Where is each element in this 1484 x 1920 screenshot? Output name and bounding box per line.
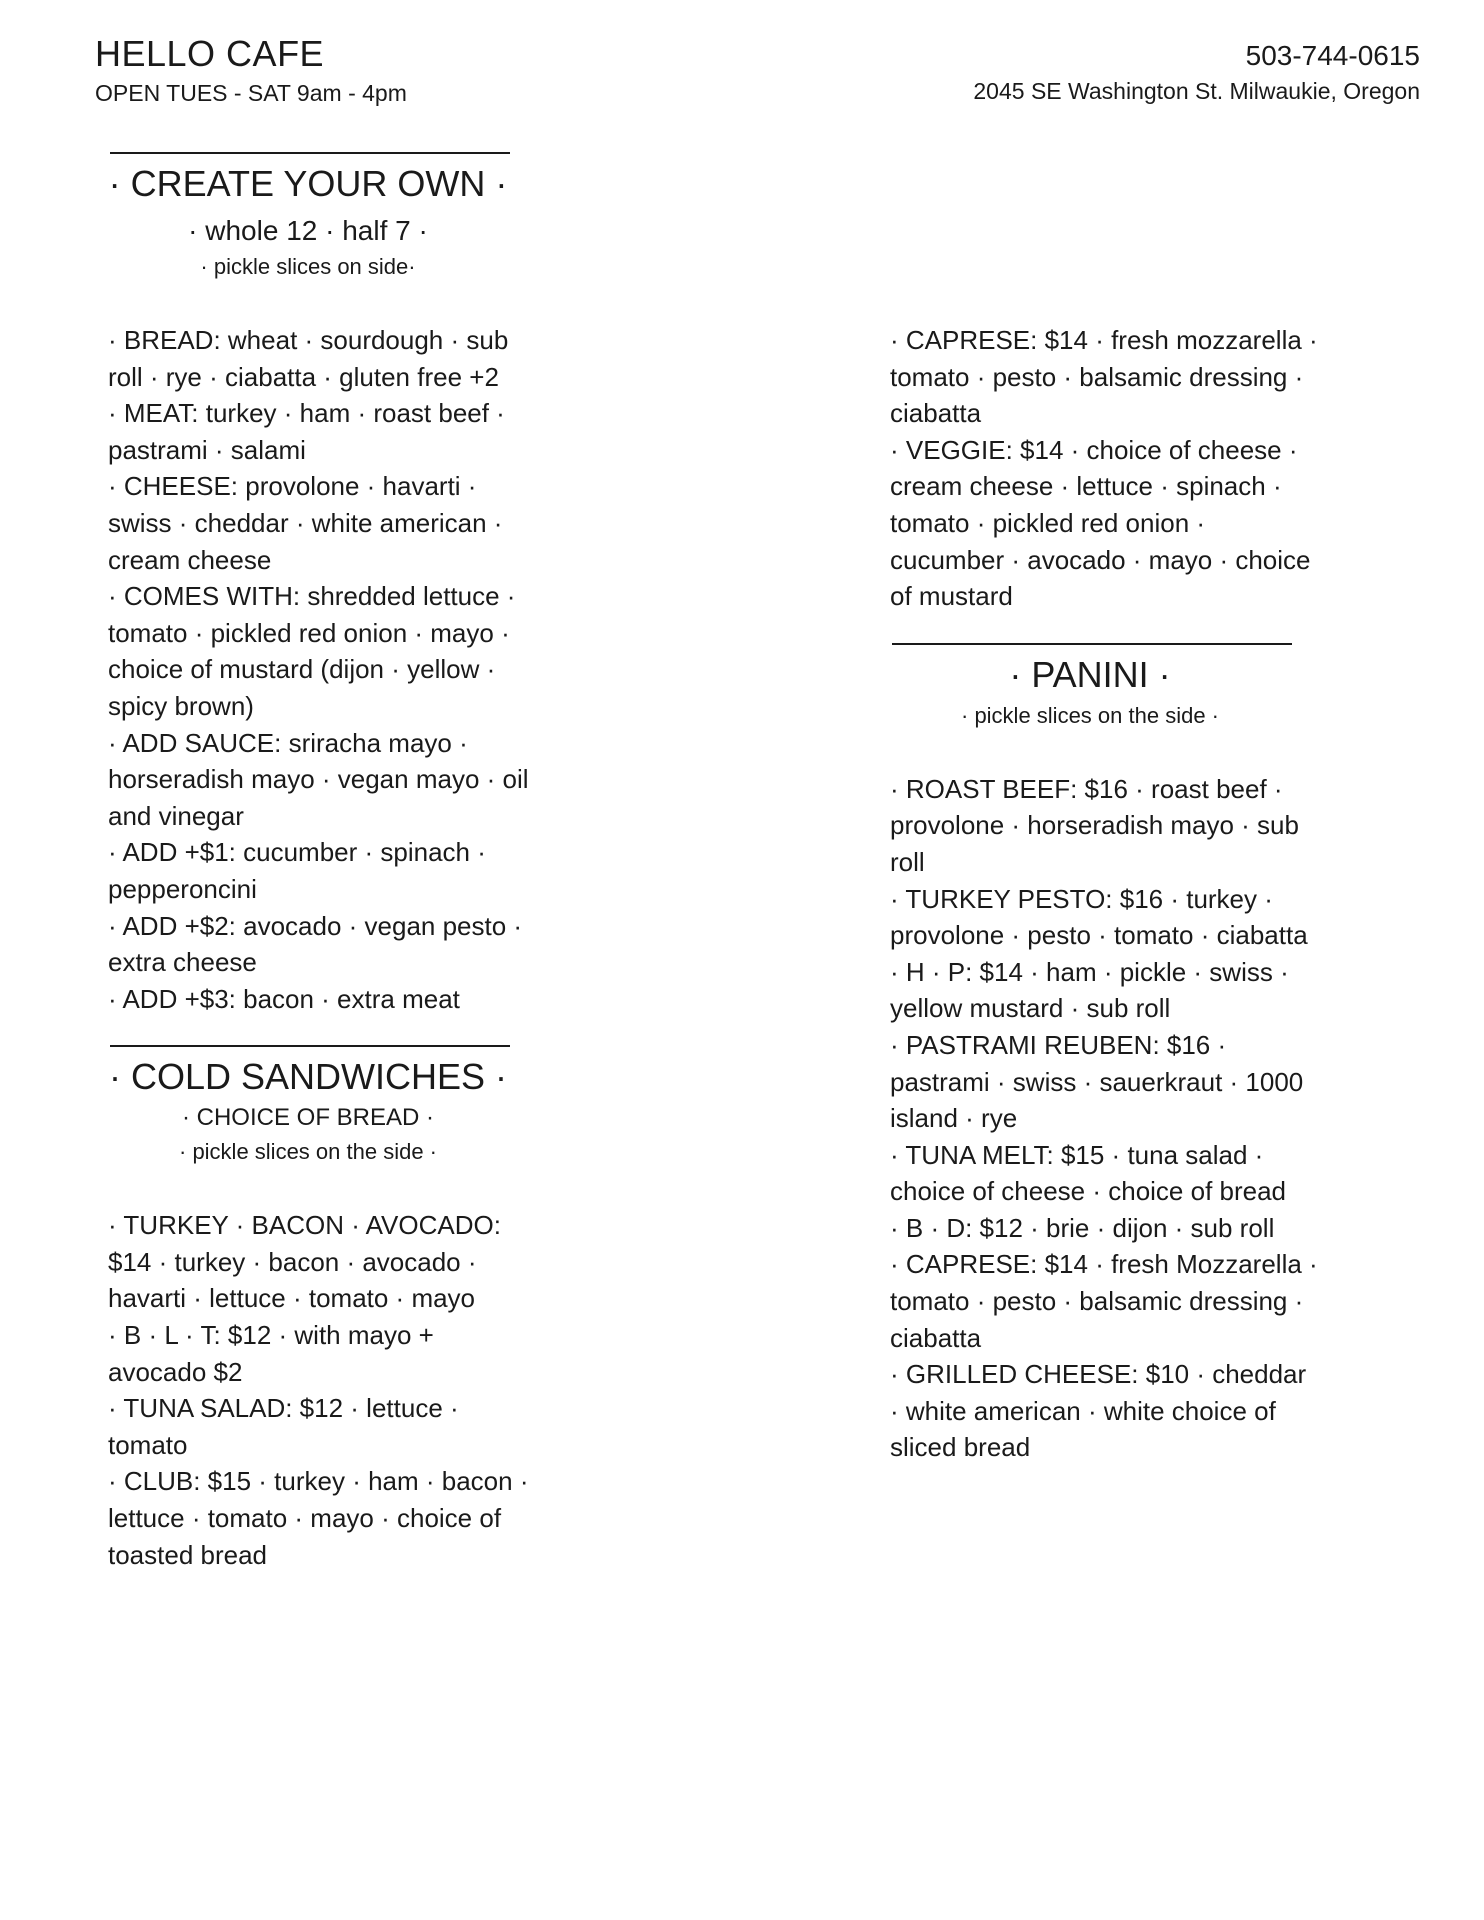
create-your-own-note: · pickle slices on side· — [200, 254, 416, 279]
cold-sandwiches-note: · pickle slices on the side · — [179, 1139, 437, 1165]
list-item: · COMES WITH: shredded lettuce · tomato · pickled red onion · mayo · choice of mustard (dijon · yellow · spicy brown) — [108, 581, 516, 721]
cold-sandwiches-title: · COLD SANDWICHES · — [108, 1056, 508, 1098]
list-item: · ADD +$1: cucumber · spinach · pepperoncini — [108, 837, 486, 904]
cafe-name: HELLO CAFE — [95, 33, 325, 74]
header-right — [973, 38, 1420, 106]
list-item: · ADD SAUCE: sriracha mayo · horseradish mayo · vegan mayo · oil and vinegar — [108, 727, 529, 831]
right-column — [890, 322, 1320, 1466]
opening-hours: OPEN TUES - SAT 9am - 4pm — [95, 80, 407, 106]
list-item: · B · L · T: $12 · with mayo + avocado $2 — [108, 1320, 434, 1387]
panini-title: · PANINI · — [1009, 653, 1171, 695]
cold-sandwiches-list-continued — [890, 322, 1320, 615]
phone-number: 503-744-0615 — [1245, 40, 1420, 71]
left-column — [108, 112, 538, 1573]
list-item: · MEAT: turkey · ham · roast beef · pastrami · salami — [108, 398, 505, 465]
create-your-own-title: · CREATE YOUR OWN · — [108, 163, 508, 204]
header-left — [95, 32, 407, 108]
list-item: · CAPRESE: $14 · fresh Mozzarella · tomato · pesto · balsamic dressing · ciabatta — [890, 1249, 1318, 1353]
list-item: · ROAST BEEF: $16 · roast beef · provolone · horseradish mayo · sub roll — [890, 773, 1299, 877]
list-item: · TURKEY · BACON · AVOCADO: $14 · turkey · bacon · avocado · havarti · lettuce · tomato · mayo — [108, 1210, 501, 1314]
cold-sandwiches-subtitle: · CHOICE OF BREAD · — [181, 1104, 434, 1132]
list-item: · BREAD: wheat · sourdough · sub roll · rye · ciabatta · gluten free +2 — [108, 325, 509, 392]
list-item: · PASTRAMI REUBEN: $16 · pastrami · swiss · sauerkraut · 1000 island · rye — [890, 1029, 1304, 1134]
section-divider — [892, 643, 1292, 645]
create-your-own-price: · whole 12 · half 7 · — [188, 215, 428, 246]
create-your-own-list — [108, 322, 538, 1017]
list-item: · B · D: $12 · brie · dijon · sub roll — [890, 1212, 1275, 1243]
panini-list — [890, 771, 1320, 1466]
list-item: · CAPRESE: $14 · fresh mozzarella · tomato · pesto · balsamic dressing · ciabatta — [890, 325, 1318, 429]
list-item: · ADD +$3: bacon · extra meat — [108, 983, 460, 1014]
cold-sandwiches-list — [108, 1207, 538, 1573]
list-item: · GRILLED CHEESE: $10 · cheddar · white american · white choice of sliced bread — [890, 1359, 1307, 1463]
section-divider — [110, 1045, 510, 1047]
list-item: · TUNA MELT: $15 · tuna salad · choice of cheese · choice of bread — [890, 1139, 1287, 1207]
list-item: · VEGGIE: $14 · choice of cheese · cream cheese · lettuce · spinach · tomato · pickled red onion · cucumber · avocado · mayo · choice of mustard — [890, 434, 1311, 612]
panini-note: · pickle slices on the side · — [961, 702, 1219, 728]
list-item: · TURKEY PESTO: $16 · turkey · provolone · pesto · tomato · ciabatta — [890, 883, 1308, 951]
list-item: · ADD +$2: avocado · vegan pesto · extra cheese — [108, 910, 523, 978]
address: 2045 SE Washington St. Milwaukie, Oregon — [973, 78, 1420, 104]
section-divider — [110, 152, 510, 154]
list-item: · CLUB: $15 · turkey · ham · bacon · lettuce · tomato · mayo · choice of toasted bread — [108, 1466, 529, 1570]
list-item: · CHEESE: provolone · havarti · swiss · cheddar · white american · cream cheese — [108, 471, 503, 575]
list-item: · H · P: $14 · ham · pickle · swiss · yellow mustard · sub roll — [890, 956, 1289, 1024]
list-item: · TUNA SALAD: $12 · lettuce · tomato — [108, 1393, 459, 1460]
